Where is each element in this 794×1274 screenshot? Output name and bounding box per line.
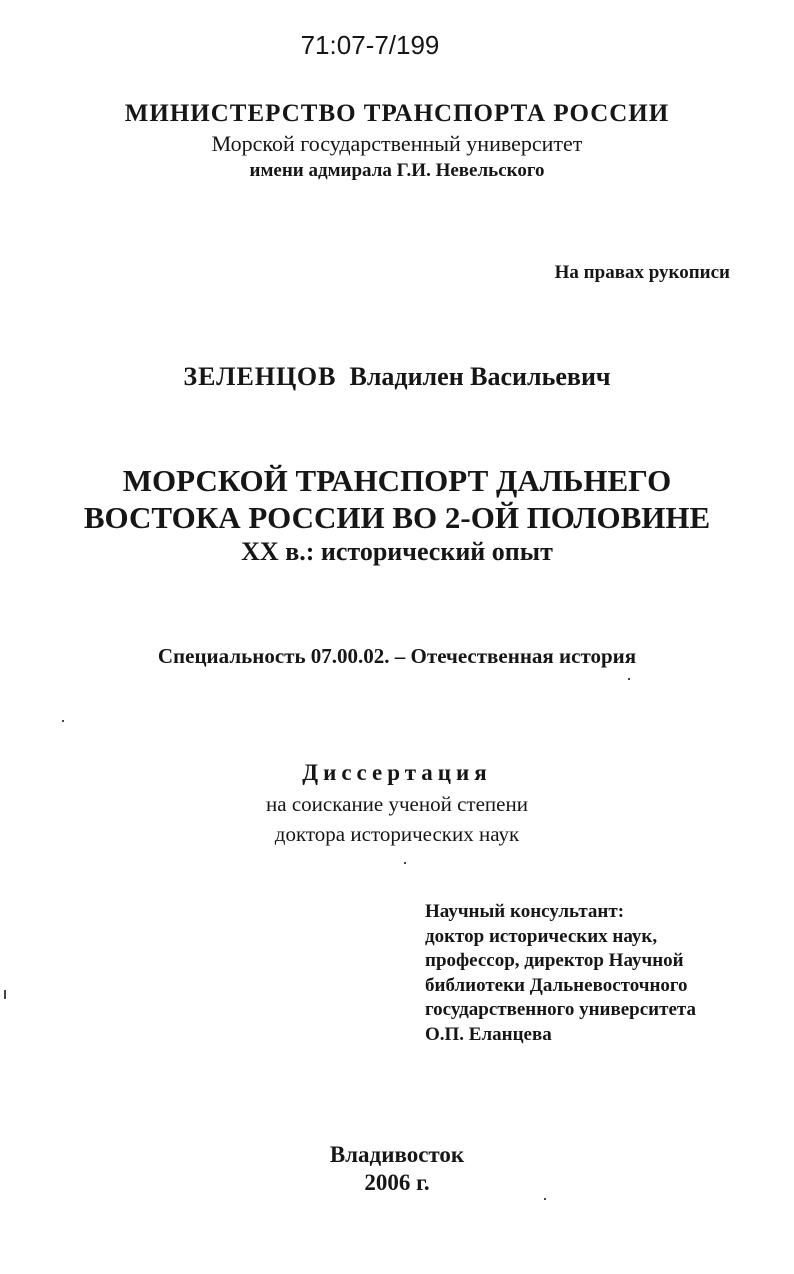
- year: 2006 г.: [364, 1170, 430, 1195]
- degree-line-2: доктора исторических наук: [274, 822, 520, 846]
- specialty: Специальность 07.00.02. – Отечественная история: [157, 644, 637, 668]
- scan-speck: [4, 990, 6, 999]
- thesis-title-line-1: МОРСКОЙ ТРАНСПОРТ ДАЛЬНЕГО: [122, 463, 672, 498]
- scan-speck: [628, 678, 630, 680]
- scan-speck: [544, 1198, 546, 1200]
- consultant-line: профессор, директор Научной: [425, 950, 684, 971]
- degree-line-1: на соискание ученой степени: [266, 792, 528, 816]
- thesis-title-line-3: ХХ в.: исторический опыт: [241, 537, 553, 566]
- archive-code: 71:07-7/199: [300, 30, 440, 60]
- scan-speck: [404, 862, 406, 864]
- dissertation-label: Диссертация: [302, 760, 492, 785]
- consultant-line: библиотеки Дальневосточного: [425, 974, 688, 996]
- thesis-title-line-2: ВОСТОКА РОССИИ ВО 2-ОЙ ПОЛОВИНЕ: [83, 500, 711, 535]
- university-named-after: имени адмирала Г.И. Невельского: [249, 160, 545, 181]
- scientific-consultant: [425, 900, 696, 1047]
- author-given-names: Владилен Васильевич: [349, 362, 611, 391]
- city: Владивосток: [329, 1142, 465, 1167]
- author-surname: ЗЕЛЕНЦОВ: [183, 362, 337, 391]
- scan-speck: [62, 720, 64, 722]
- consultant-line: О.П. Еланцева: [425, 1023, 552, 1045]
- consultant-line: Научный консультант:: [425, 901, 625, 922]
- university-name: Морской государственный университет: [211, 131, 583, 156]
- ministry-name: МИНИСТЕРСТВО ТРАНСПОРТА РОССИИ: [124, 100, 670, 127]
- consultant-line: доктор исторических наук,: [425, 925, 658, 947]
- consultant-line: государственного университета: [425, 999, 696, 1020]
- author-name: [0, 362, 794, 392]
- rights-note: На правах рукописи: [554, 262, 730, 283]
